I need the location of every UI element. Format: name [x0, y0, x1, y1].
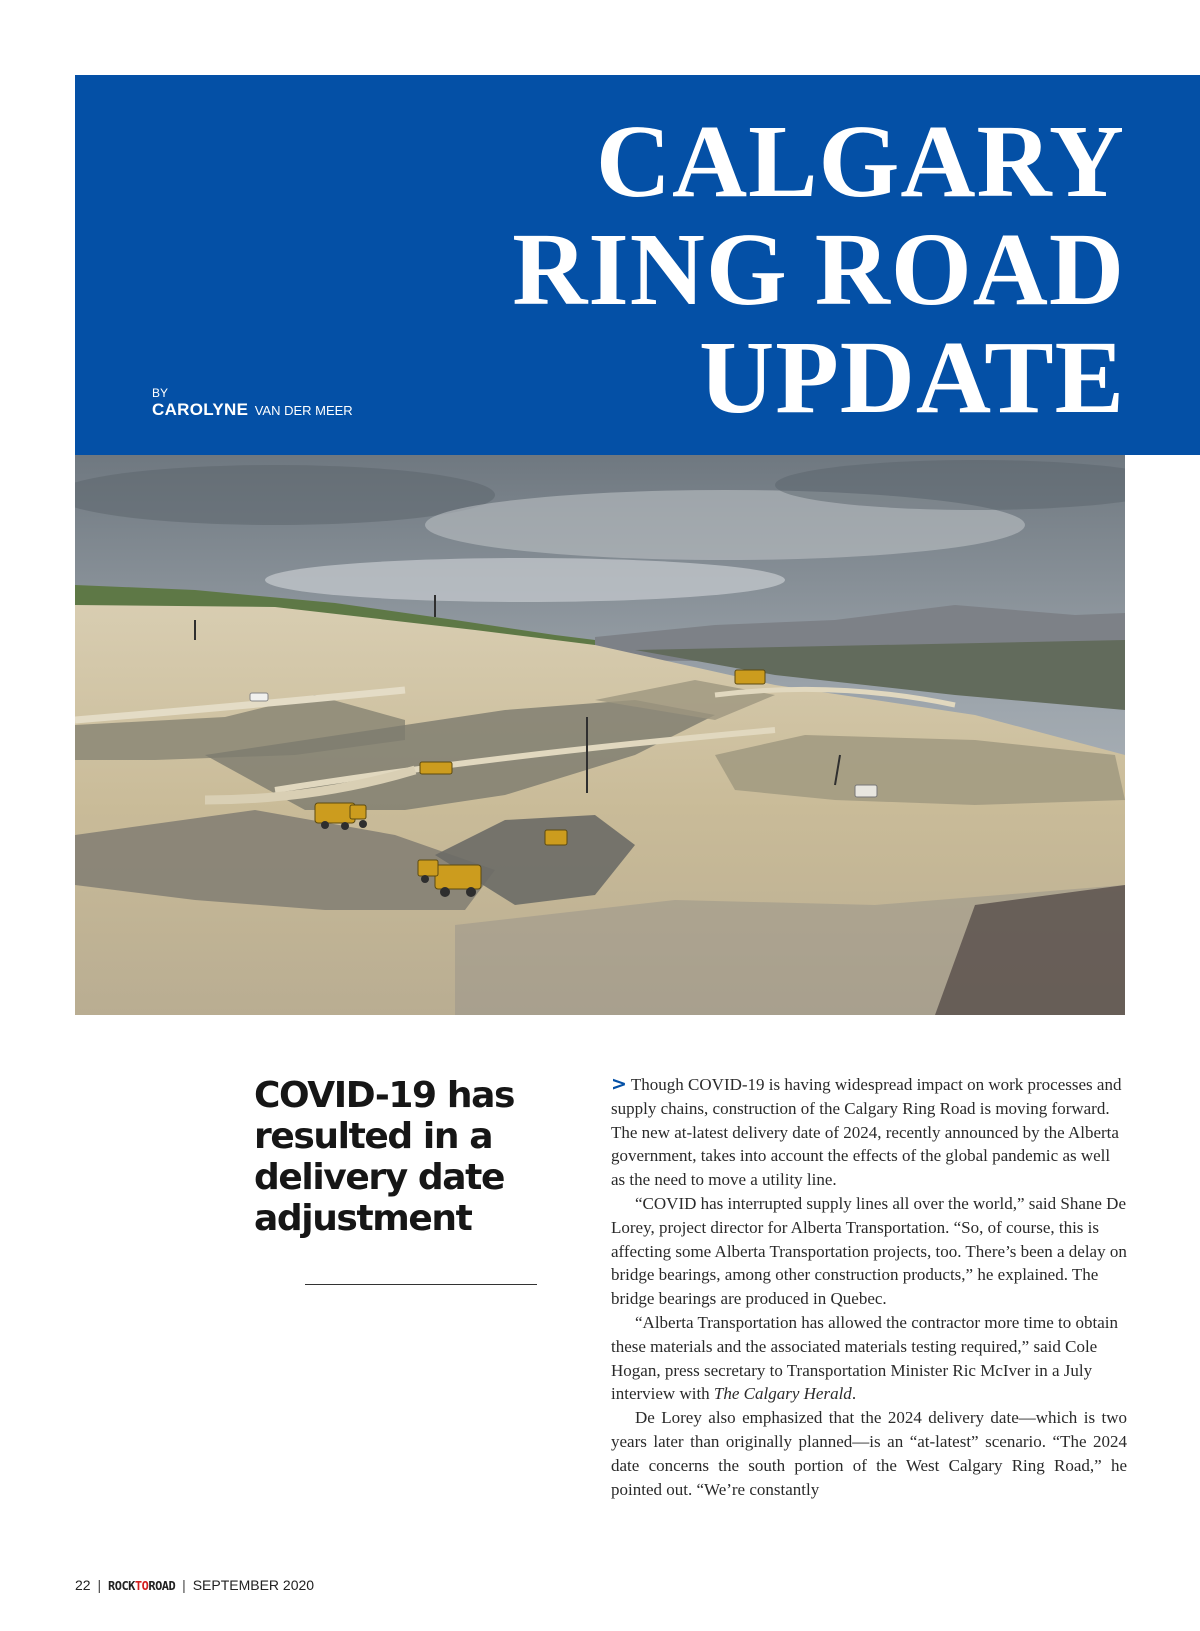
body-paragraph: “COVID has interrupted supply lines all over the world,” said Shane De Lorey, project director for Alberta Transportation. “So, of course, this is affecting some Alberta Transportation projects, too. There’s been a delay on bridge bearings, among other construction products,” he explained. The bridge bearings are produced in Quebec. — [611, 1193, 1127, 1309]
page-number: 22 — [75, 1577, 91, 1593]
body-paragraph-text: Though COVID-19 is having widespread impact on work processes and supply chains, construction of the Calgary Ring Road is moving forward. The new at-latest delivery date of 2024, recently announced by the Alberta government, takes into account the effects of the global pandemic as well as the need to move a utility line. — [611, 1075, 1122, 1190]
author-last-name: VAN DER MEER — [254, 403, 353, 418]
logo-part-to: TO — [134, 1579, 149, 1593]
body-paragraph: De Lorey also emphasized that the 2024 delivery date—which is two years later than originally planned—is an “at-latest” scenario. “The 2024 date concerns the south portion of the West Calgary Ring Road,” he pointed out. “We’re constantly — [611, 1408, 1127, 1499]
byline-by: BY — [152, 386, 169, 400]
body-paragraph-text: “Alberta Transportation has allowed the contractor more time to obtain these materials and the associated materials testing required,” said Cole Hogan, press secretary to Transportation Minister Ric McIver in a July interview with — [611, 1312, 1118, 1404]
issue-date: SEPTEMBER 2020 — [192, 1577, 315, 1593]
construction-site-photo — [75, 455, 1125, 1015]
magazine-logo — [108, 1579, 175, 1593]
publication-title: The Calgary Herald — [713, 1384, 852, 1404]
chevron-right-icon: > — [611, 1073, 627, 1095]
article-title — [512, 104, 1125, 435]
title-line: CALGARY — [595, 104, 1125, 219]
footer-separator: | — [182, 1577, 186, 1593]
author-first-name: CAROLYNE — [152, 400, 249, 419]
logo-part-rock: ROCK — [108, 1579, 135, 1593]
pull-quote-divider — [305, 1284, 537, 1285]
pull-quote — [254, 1075, 554, 1239]
body-paragraph — [611, 1073, 1127, 1192]
logo-part-road: ROAD — [148, 1579, 176, 1593]
page-footer — [75, 1577, 314, 1593]
title-line: UPDATE — [699, 320, 1125, 435]
body-paragraph — [611, 1311, 1127, 1406]
body-paragraph-end: . — [851, 1384, 857, 1404]
pull-quote-line: adjustment — [254, 1198, 472, 1239]
article-body — [611, 1073, 1127, 1501]
pull-quote-line: COVID-19 has — [254, 1075, 514, 1116]
pull-quote-line: resulted in a — [254, 1116, 493, 1157]
byline — [152, 386, 353, 420]
pull-quote-line: delivery date — [254, 1157, 504, 1198]
footer-separator: | — [97, 1577, 102, 1593]
title-line: RING ROAD — [512, 212, 1125, 327]
